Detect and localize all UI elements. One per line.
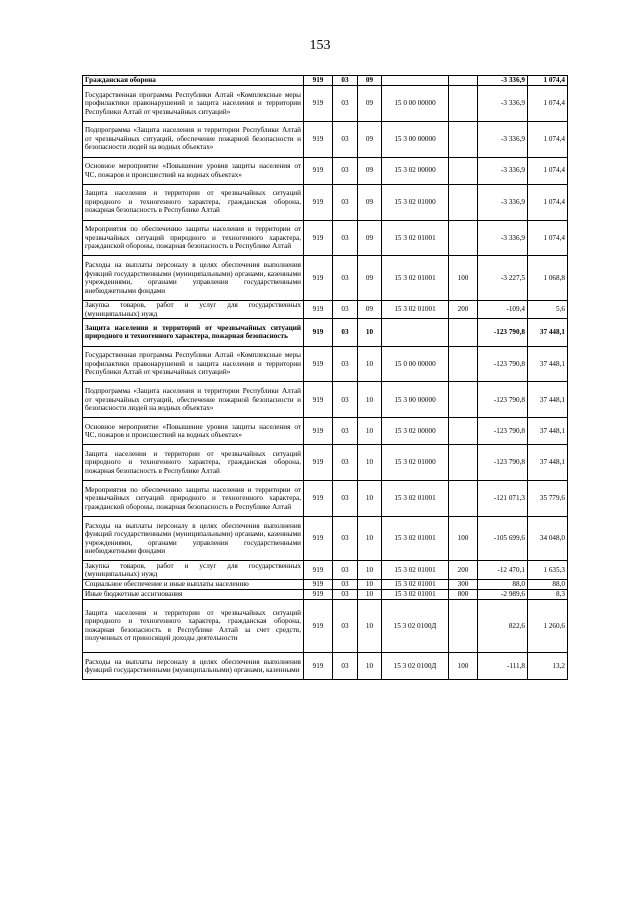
amount-change: -3 336,9 <box>478 220 528 256</box>
section-code: 03 <box>333 561 358 580</box>
table-row <box>83 157 568 184</box>
subsection-code: 10 <box>358 418 382 445</box>
expense-type-code: 300 <box>449 579 478 589</box>
expense-type-code: 100 <box>449 516 478 560</box>
row-name: Мероприятия по обеспечению защиты населения и территории от чрезвычайных ситуаций природного и техногенного характера, гражданской обороны, пожарная безопасность в Республике Алтай <box>83 220 304 256</box>
ministry-code: 919 <box>304 652 333 679</box>
subsection-code: 10 <box>358 516 382 560</box>
target-item-code <box>382 319 449 346</box>
section-code: 03 <box>333 86 358 122</box>
table-body <box>83 76 568 680</box>
expense-type-code <box>449 157 478 184</box>
target-item-code: 15 3 02 0100Д <box>382 599 449 652</box>
ministry-code: 919 <box>304 121 333 157</box>
table-row <box>83 121 568 157</box>
subsection-code: 10 <box>358 445 382 481</box>
target-item-code: 15 3 00 00000 <box>382 382 449 418</box>
target-item-code: 15 0 00 00000 <box>382 346 449 382</box>
section-code: 03 <box>333 184 358 220</box>
row-name: Подпрограмма «Защита населения и территории Республики Алтай от чрезвычайных ситуаций, обеспечение пожарной безопасности и безопасности людей на водных объектах» <box>83 382 304 418</box>
amount-second: 1 074,4 <box>528 86 568 122</box>
row-name: Социальное обеспечение и иные выплаты населению <box>83 579 304 589</box>
section-code: 03 <box>333 346 358 382</box>
amount-second: 13,2 <box>528 652 568 679</box>
subsection-code: 09 <box>358 76 382 86</box>
target-item-code: 15 3 02 01000 <box>382 184 449 220</box>
ministry-code: 919 <box>304 256 333 300</box>
table-row <box>83 382 568 418</box>
target-item-code: 15 3 02 01001 <box>382 579 449 589</box>
table-row <box>83 445 568 481</box>
amount-change: -123 790,8 <box>478 382 528 418</box>
subsection-code: 09 <box>358 86 382 122</box>
target-item-code: 15 3 02 01001 <box>382 220 449 256</box>
table-row <box>83 418 568 445</box>
ministry-code: 919 <box>304 418 333 445</box>
amount-second: 35 779,6 <box>528 481 568 517</box>
amount-change: -2 989,6 <box>478 589 528 599</box>
amount-change: -123 790,8 <box>478 346 528 382</box>
section-code: 03 <box>333 418 358 445</box>
ministry-code: 919 <box>304 561 333 580</box>
table-row <box>83 76 568 86</box>
amount-change: -3 336,9 <box>478 157 528 184</box>
expense-type-code <box>449 184 478 220</box>
table-row <box>83 579 568 589</box>
amount-second: 1 635,3 <box>528 561 568 580</box>
subsection-code: 09 <box>358 184 382 220</box>
subsection-code: 10 <box>358 346 382 382</box>
subsection-code: 09 <box>358 300 382 319</box>
ministry-code: 919 <box>304 300 333 319</box>
amount-change: -3 336,9 <box>478 86 528 122</box>
amount-second: 34 048,0 <box>528 516 568 560</box>
amount-second: 37 448,1 <box>528 418 568 445</box>
table-row <box>83 589 568 599</box>
expense-type-code <box>449 382 478 418</box>
ministry-code: 919 <box>304 445 333 481</box>
section-code: 03 <box>333 579 358 589</box>
row-name: Закупка товаров, работ и услуг для государственных (муниципальных) нужд <box>83 300 304 319</box>
subsection-code: 09 <box>358 256 382 300</box>
ministry-code: 919 <box>304 382 333 418</box>
table-row <box>83 86 568 122</box>
row-name: Гражданская оборона <box>83 76 304 86</box>
ministry-code: 919 <box>304 589 333 599</box>
section-code: 03 <box>333 589 358 599</box>
row-name: Закупка товаров, работ и услуг для государственных (муниципальных) нужд <box>83 561 304 580</box>
target-item-code: 15 3 02 01001 <box>382 300 449 319</box>
section-code: 03 <box>333 652 358 679</box>
ministry-code: 919 <box>304 579 333 589</box>
table-row <box>83 346 568 382</box>
table-row <box>83 300 568 319</box>
table-row <box>83 599 568 652</box>
expense-type-code <box>449 481 478 517</box>
ministry-code: 919 <box>304 346 333 382</box>
subsection-code: 10 <box>358 579 382 589</box>
section-code: 03 <box>333 599 358 652</box>
row-name: Расходы на выплаты персоналу в целях обеспечения выполнения функций государственными (муниципальными) органами, казенными учреждениями, органами управления государственными внебюджетными фондами <box>83 256 304 300</box>
amount-change: -109,4 <box>478 300 528 319</box>
section-code: 03 <box>333 382 358 418</box>
expense-type-code: 200 <box>449 561 478 580</box>
amount-change: -121 071,3 <box>478 481 528 517</box>
amount-change: -3 336,9 <box>478 184 528 220</box>
target-item-code: 15 3 00 00000 <box>382 121 449 157</box>
section-code: 03 <box>333 300 358 319</box>
subsection-code: 10 <box>358 589 382 599</box>
amount-change: -111,8 <box>478 652 528 679</box>
subsection-code: 10 <box>358 382 382 418</box>
expense-type-code <box>449 346 478 382</box>
amount-change: -12 470,1 <box>478 561 528 580</box>
section-code: 03 <box>333 121 358 157</box>
subsection-code: 10 <box>358 481 382 517</box>
amount-second: 37 448,1 <box>528 445 568 481</box>
amount-change: -3 227,5 <box>478 256 528 300</box>
expense-type-code <box>449 418 478 445</box>
section-code: 03 <box>333 256 358 300</box>
section-code: 03 <box>333 445 358 481</box>
target-item-code: 15 3 02 01001 <box>382 481 449 517</box>
ministry-code: 919 <box>304 481 333 517</box>
row-name: Защита населения и территории от чрезвычайных ситуаций природного и техногенного характера, гражданская оборона, пожарная безопасность в Республике Алтай <box>83 445 304 481</box>
section-code: 03 <box>333 76 358 86</box>
amount-second: 1 074,4 <box>528 220 568 256</box>
subsection-code: 10 <box>358 599 382 652</box>
row-name: Подпрограмма «Защита населения и территории Республики Алтай от чрезвычайных ситуаций, обеспечение пожарной безопасности и безопасности людей на водных объектах» <box>83 121 304 157</box>
ministry-code: 919 <box>304 86 333 122</box>
row-name: Защита населения и территории от чрезвычайных ситуаций природного и техногенного характера, гражданская оборона, пожарная безопасность в Республике Алтай <box>83 184 304 220</box>
expense-type-code <box>449 86 478 122</box>
target-item-code: 15 3 02 01001 <box>382 561 449 580</box>
amount-second: 37 448,1 <box>528 319 568 346</box>
amount-second: 1 074,4 <box>528 76 568 86</box>
section-code: 03 <box>333 157 358 184</box>
amount-change: -123 790,8 <box>478 445 528 481</box>
subsection-code: 09 <box>358 157 382 184</box>
table-row <box>83 220 568 256</box>
page-number: 153 <box>309 38 331 53</box>
expense-type-code: 200 <box>449 300 478 319</box>
ministry-code: 919 <box>304 157 333 184</box>
subsection-code: 09 <box>358 220 382 256</box>
expense-type-code <box>449 599 478 652</box>
section-code: 03 <box>333 220 358 256</box>
ministry-code: 919 <box>304 599 333 652</box>
amount-second: 8,3 <box>528 589 568 599</box>
amount-change: -123 790,8 <box>478 319 528 346</box>
target-item-code: 15 3 02 00000 <box>382 418 449 445</box>
subsection-code: 09 <box>358 121 382 157</box>
amount-second: 1 068,8 <box>528 256 568 300</box>
section-code: 03 <box>333 319 358 346</box>
expense-type-code: 800 <box>449 589 478 599</box>
row-name: Расходы на выплаты персоналу в целях обеспечения выполнения функций государственными (муниципальными) органами, казенными учреждениями, органами управления государственными внебюджетными фондами <box>83 516 304 560</box>
ministry-code: 919 <box>304 516 333 560</box>
target-item-code: 15 3 02 01001 <box>382 589 449 599</box>
amount-second: 1 074,4 <box>528 157 568 184</box>
ministry-code: 919 <box>304 220 333 256</box>
row-name: Расходы на выплаты персоналу в целях обеспечения выполнения функций государственными (муниципальными) органами, казенными <box>83 652 304 679</box>
amount-change: -3 336,9 <box>478 121 528 157</box>
row-name: Мероприятия по обеспечению защиты населения и территории от чрезвычайных ситуаций природного и техногенного характера, гражданской обороны, пожарная безопасность в Республике Алтай <box>83 481 304 517</box>
target-item-code: 15 0 00 00000 <box>382 86 449 122</box>
target-item-code: 15 3 02 00000 <box>382 157 449 184</box>
expense-type-code <box>449 445 478 481</box>
subsection-code: 10 <box>358 561 382 580</box>
row-name: Основное мероприятие «Повышение уровня защиты населения от ЧС, пожаров и происшествий на водных объектах» <box>83 418 304 445</box>
row-name: Иные бюджетные ассигнования <box>83 589 304 599</box>
amount-change: 822,6 <box>478 599 528 652</box>
subsection-code: 10 <box>358 319 382 346</box>
row-name: Защита населения и территории от чрезвычайных ситуаций природного и техногенного характера, гражданская оборона, пожарная безопасность в Республике Алтай за счет средств, полученных от приносящей доходы деятельности <box>83 599 304 652</box>
row-name: Основное мероприятие «Повышение уровня защиты населения от ЧС, пожаров и происшествий на водных объектах» <box>83 157 304 184</box>
table-row <box>83 319 568 346</box>
table-row <box>83 184 568 220</box>
table-row <box>83 481 568 517</box>
row-name: Государственная программа Республики Алтай «Комплексные меры профилактики правонарушений и защита населения и территории Республики Алтай от чрезвычайных ситуаций» <box>83 86 304 122</box>
expense-type-code: 100 <box>449 652 478 679</box>
table-row <box>83 652 568 679</box>
amount-second: 1 074,4 <box>528 121 568 157</box>
row-name: Государственная программа Республики Алтай «Комплексные меры профилактики правонарушений и защита населения и территории Республики Алтай от чрезвычайных ситуаций» <box>83 346 304 382</box>
target-item-code <box>382 76 449 86</box>
expense-type-code: 100 <box>449 256 478 300</box>
target-item-code: 15 3 02 01001 <box>382 516 449 560</box>
subsection-code: 10 <box>358 652 382 679</box>
row-name: Защита населения и территорий от чрезвычайных ситуаций природного и техногенного характера, пожарная безопасность <box>83 319 304 346</box>
ministry-code: 919 <box>304 319 333 346</box>
expense-type-code <box>449 121 478 157</box>
amount-second: 88,0 <box>528 579 568 589</box>
section-code: 03 <box>333 516 358 560</box>
amount-second: 37 448,1 <box>528 346 568 382</box>
section-code: 03 <box>333 481 358 517</box>
amount-second: 1 260,6 <box>528 599 568 652</box>
amount-second: 37 448,1 <box>528 382 568 418</box>
table-row <box>83 561 568 580</box>
expense-type-code <box>449 319 478 346</box>
expense-type-code <box>449 220 478 256</box>
target-item-code: 15 3 02 01000 <box>382 445 449 481</box>
ministry-code: 919 <box>304 184 333 220</box>
expense-type-code <box>449 76 478 86</box>
table-row <box>83 256 568 300</box>
amount-change: -105 699,6 <box>478 516 528 560</box>
amount-change: -3 336,9 <box>478 76 528 86</box>
amount-second: 1 074,4 <box>528 184 568 220</box>
table-row <box>83 516 568 560</box>
amount-second: 5,6 <box>528 300 568 319</box>
amount-change: 88,0 <box>478 579 528 589</box>
budget-table <box>82 75 568 680</box>
ministry-code: 919 <box>304 76 333 86</box>
target-item-code: 15 3 02 01001 <box>382 256 449 300</box>
amount-change: -123 790,8 <box>478 418 528 445</box>
target-item-code: 15 3 02 0100Д <box>382 652 449 679</box>
